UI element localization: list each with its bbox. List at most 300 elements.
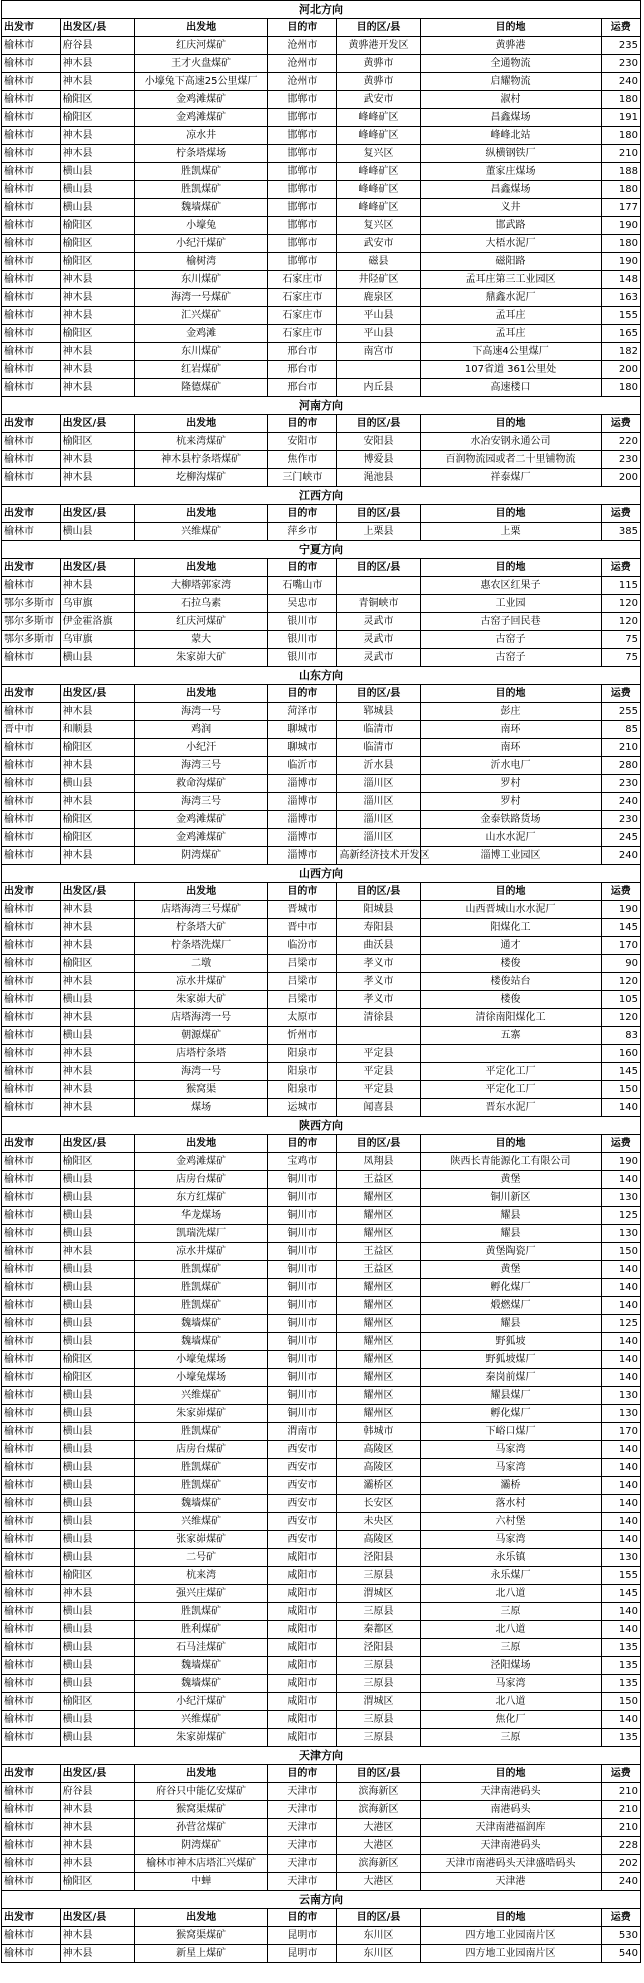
table-row [2, 253, 641, 271]
table-cell: 182 [601, 343, 640, 361]
table-cell: 三原县 [337, 1675, 420, 1693]
table-cell: 鹿泉区 [337, 289, 420, 307]
table-cell: 黄骅港开发区 [337, 37, 420, 55]
table-cell: 伊金霍洛旗 [60, 613, 135, 631]
column-header: 运费 [601, 505, 640, 523]
column-header: 运费 [601, 1765, 640, 1783]
table-cell: 75 [601, 649, 640, 667]
table-cell: 焦作市 [268, 451, 337, 469]
table-cell: 永乐镇 [420, 1549, 601, 1567]
table-cell: 榆林市神木店塔汇兴煤矿 [135, 1855, 268, 1873]
table-cell: 野狐坡 [420, 1333, 601, 1351]
column-header: 目的市 [268, 1765, 337, 1783]
table-cell: 淑村 [420, 91, 601, 109]
table-row [2, 1459, 641, 1477]
column-header-row [2, 559, 641, 577]
table-cell: 渭城区 [337, 1693, 420, 1711]
table-cell: 平定县 [337, 1081, 420, 1099]
table-cell: 天津南港码头 [420, 1837, 601, 1855]
table-cell: 邯郸市 [268, 217, 337, 235]
table-cell: 210 [601, 1801, 640, 1819]
table-cell: 韩城市 [337, 1423, 420, 1441]
table-cell: 130 [601, 1189, 640, 1207]
table-cell: 邯郸市 [268, 109, 337, 127]
table-cell: 淄川区 [337, 793, 420, 811]
table-cell: 三原县 [337, 1729, 420, 1747]
table-cell: 石家庄市 [268, 289, 337, 307]
table-cell: 榆林市 [2, 127, 61, 145]
table-cell: 邯郸市 [268, 181, 337, 199]
table-cell: 惠农区红果子 [420, 577, 601, 595]
table-row [2, 973, 641, 991]
table-row [2, 469, 641, 487]
table-cell: 运城市 [268, 1099, 337, 1117]
table-cell: 鼎鑫水泥厂 [420, 289, 601, 307]
table-cell: 红庆河煤矿 [135, 613, 268, 631]
table-cell: 阴湾煤矿 [135, 847, 268, 865]
table-cell: 海湾一号 [135, 703, 268, 721]
table-cell: 横山县 [60, 199, 135, 217]
table-cell: 楼俊站台 [420, 973, 601, 991]
table-cell: 铜川市 [268, 1297, 337, 1315]
column-header-row [2, 505, 641, 523]
table-cell: 神木县 [60, 307, 135, 325]
table-cell: 神木县 [60, 1837, 135, 1855]
table-cell: 榆林市 [2, 919, 61, 937]
table-cell: 峰峰矿区 [337, 181, 420, 199]
table-cell: 小纪汗煤矿 [135, 235, 268, 253]
table-cell: 石拉乌素 [135, 595, 268, 613]
section-title-row [2, 397, 641, 415]
table-cell: 北八道 [420, 1693, 601, 1711]
column-header: 出发区/县 [60, 1909, 135, 1927]
table-cell: 峰峰矿区 [337, 127, 420, 145]
table-cell: 胜凯煤矿 [135, 1279, 268, 1297]
table-row [2, 1009, 641, 1027]
table-cell: 邯郸市 [268, 145, 337, 163]
table-cell: 榆阳区 [60, 433, 135, 451]
table-cell: 昌鑫煤场 [420, 181, 601, 199]
table-cell: 临清市 [337, 739, 420, 757]
table-cell: 180 [601, 91, 640, 109]
table-cell: 凉水井煤矿 [135, 1243, 268, 1261]
table-cell: 神木县 [60, 937, 135, 955]
table-cell: 耀州区 [337, 1207, 420, 1225]
table-cell: 铜川市 [268, 1171, 337, 1189]
table-row [2, 1729, 641, 1747]
table-cell: 晋城市 [268, 901, 337, 919]
table-cell: 170 [601, 1423, 640, 1441]
table-cell: 魏墙煤矿 [135, 1333, 268, 1351]
table-cell: 金鸡滩煤矿 [135, 829, 268, 847]
table-cell: 榆林市 [2, 1693, 61, 1711]
table-cell: 红岩煤矿 [135, 361, 268, 379]
table-cell: 榆林市 [2, 1495, 61, 1513]
table-cell: 榆林市 [2, 307, 61, 325]
table-cell: 秦岗前煤厂 [420, 1369, 601, 1387]
column-header: 目的地 [420, 883, 601, 901]
table-cell: 150 [601, 1243, 640, 1261]
table-cell: 小壕兔 [135, 217, 268, 235]
column-header: 运费 [601, 685, 640, 703]
table-row [2, 1621, 641, 1639]
table-cell: 上栗县 [337, 523, 420, 541]
table-cell: 140 [601, 1351, 640, 1369]
table-cell: 晋中市 [2, 721, 61, 739]
table-cell: 155 [601, 1567, 640, 1585]
table-cell: 神木县柠条塔煤矿 [135, 451, 268, 469]
table-cell: 大柳塔郭家湾 [135, 577, 268, 595]
table-cell: 工业园 [420, 595, 601, 613]
table-cell: 横山县 [60, 775, 135, 793]
table-cell: 神木县 [60, 973, 135, 991]
table-cell: 天津市 [268, 1873, 337, 1891]
table-cell: 榆阳区 [60, 829, 135, 847]
table-cell: 高陵区 [337, 1531, 420, 1549]
table-cell: 神木县 [60, 793, 135, 811]
table-row [2, 109, 641, 127]
table-cell: 和顺县 [60, 721, 135, 739]
table-cell: 乌审旗 [60, 631, 135, 649]
table-cell: 朱家峁煤矿 [135, 1405, 268, 1423]
section-title-row [2, 487, 641, 505]
table-row [2, 1297, 641, 1315]
column-header: 出发地 [135, 559, 268, 577]
table-row [2, 595, 641, 613]
table-cell: 强兴庄煤矿 [135, 1585, 268, 1603]
table-cell: 120 [601, 1009, 640, 1027]
table-cell: 200 [601, 469, 640, 487]
table-cell: 小壕兔煤场 [135, 1351, 268, 1369]
table-cell: 耀州区 [337, 1387, 420, 1405]
table-cell: 孝义市 [337, 991, 420, 1009]
table-cell: 咸阳市 [268, 1729, 337, 1747]
column-header: 目的市 [268, 1909, 337, 1927]
table-cell: 天津南港福润库 [420, 1819, 601, 1837]
table-cell: 咸阳市 [268, 1675, 337, 1693]
table-cell: 榆林市 [2, 73, 61, 91]
table-cell: 邯郸市 [268, 127, 337, 145]
table-cell: 沧州市 [268, 55, 337, 73]
table-row [2, 1657, 641, 1675]
table-cell: 三原县 [337, 1567, 420, 1585]
table-cell: 榆林市 [2, 1603, 61, 1621]
table-cell: 榆林市 [2, 1783, 61, 1801]
table-cell: 横山县 [60, 1261, 135, 1279]
table-cell: 大港区 [337, 1819, 420, 1837]
table-cell: 平定县 [337, 1045, 420, 1063]
table-row [2, 1855, 641, 1873]
table-cell: 灞桥 [420, 1477, 601, 1495]
table-cell: 楼俊 [420, 991, 601, 1009]
table-cell: 横山县 [60, 1549, 135, 1567]
table-cell: 耀州区 [337, 1315, 420, 1333]
table-cell: 磁县 [337, 253, 420, 271]
table-cell: 小纪汗 [135, 739, 268, 757]
table-cell: 榆林市 [2, 253, 61, 271]
table-row [2, 1261, 641, 1279]
table-cell: 榆林市 [2, 1369, 61, 1387]
table-cell: 金鸡滩 [135, 325, 268, 343]
column-header: 出发市 [2, 1135, 61, 1153]
table-cell: 107省道 361公里处 [420, 361, 601, 379]
table-row [2, 1153, 641, 1171]
table-cell: 孝义市 [337, 955, 420, 973]
table-cell: 胜凯煤矿 [135, 1261, 268, 1279]
table-cell: 清徐南阳煤化工 [420, 1009, 601, 1027]
table-cell: 榆林市 [2, 1189, 61, 1207]
table-cell: 榆林市 [2, 1945, 61, 1963]
table-row [2, 1027, 641, 1045]
table-cell: 神木县 [60, 379, 135, 397]
table-cell: 三原县 [337, 1603, 420, 1621]
table-cell: 榆林市 [2, 1729, 61, 1747]
table-cell: 古窑子 [420, 631, 601, 649]
table-row [2, 1099, 641, 1117]
column-header: 目的区/县 [337, 1135, 420, 1153]
table-row [2, 1063, 641, 1081]
column-header: 出发区/县 [60, 1135, 135, 1153]
table-cell: 横山县 [60, 523, 135, 541]
table-cell: 朱家峁大矿 [135, 991, 268, 1009]
table-cell: 神木县 [60, 1801, 135, 1819]
table-row [2, 919, 641, 937]
table-cell: 煅燃煤厂 [420, 1297, 601, 1315]
table-cell: 高速楼口 [420, 379, 601, 397]
table-cell: 榆林市 [2, 343, 61, 361]
table-cell: 铜川市 [268, 1225, 337, 1243]
table-cell: 榆阳区 [60, 235, 135, 253]
table-row [2, 523, 641, 541]
table-cell: 115 [601, 577, 640, 595]
table-cell: 泾阳县 [337, 1639, 420, 1657]
table-cell: 义井 [420, 199, 601, 217]
table-cell: 秦都区 [337, 1621, 420, 1639]
table-cell: 120 [601, 973, 640, 991]
table-row [2, 1477, 641, 1495]
column-header: 出发区/县 [60, 685, 135, 703]
table-cell: 古窑子回民巷 [420, 613, 601, 631]
table-cell: 榆林市 [2, 1927, 61, 1945]
table-cell: 黄堡 [420, 1171, 601, 1189]
table-cell: 邯郸市 [268, 163, 337, 181]
table-cell: 山水水泥厂 [420, 829, 601, 847]
table-cell: 530 [601, 1927, 640, 1945]
table-row [2, 1639, 641, 1657]
table-cell: 沂水电厂 [420, 757, 601, 775]
table-cell: 焦化厂 [420, 1711, 601, 1729]
table-cell: 横山县 [60, 1171, 135, 1189]
table-cell: 圪柳沟煤矿 [135, 469, 268, 487]
table-cell: 125 [601, 1315, 640, 1333]
column-header: 目的市 [268, 883, 337, 901]
column-header: 运费 [601, 1135, 640, 1153]
table-row [2, 1585, 641, 1603]
table-cell: 救命沟煤矿 [135, 775, 268, 793]
table-cell: 横山县 [60, 1189, 135, 1207]
table-cell: 榆林市 [2, 1387, 61, 1405]
table-cell: 店房台煤矿 [135, 1171, 268, 1189]
table-row [2, 649, 641, 667]
table-cell: 神木县 [60, 1819, 135, 1837]
table-cell: 鄂尔多斯市 [2, 631, 61, 649]
table-cell: 榆林市 [2, 145, 61, 163]
table-cell: 马家湾 [420, 1531, 601, 1549]
table-cell: 高新经济技术开发区 [337, 847, 420, 865]
table-cell: 榆林市 [2, 235, 61, 253]
table-cell: 榆林市 [2, 1513, 61, 1531]
table-cell: 邯郸市 [268, 253, 337, 271]
column-header: 出发区/县 [60, 505, 135, 523]
table-cell: 王益区 [337, 1261, 420, 1279]
table-cell: 青铜峡市 [337, 595, 420, 613]
table-cell: 榆阳区 [60, 217, 135, 235]
table-cell: 滨海新区 [337, 1783, 420, 1801]
column-header: 出发区/县 [60, 19, 135, 37]
table-row [2, 1549, 641, 1567]
table-cell: 沧州市 [268, 37, 337, 55]
table-cell: 孝义市 [337, 973, 420, 991]
table-cell: 横山县 [60, 1531, 135, 1549]
table-cell: 陕西长青能源化工有限公司 [420, 1153, 601, 1171]
column-header: 出发区/县 [60, 1765, 135, 1783]
table-cell: 鄂尔多斯市 [2, 595, 61, 613]
table-cell: 榆林市 [2, 1639, 61, 1657]
table-cell: 210 [601, 739, 640, 757]
table-row [2, 91, 641, 109]
table-cell: 榆林市 [2, 1657, 61, 1675]
table-cell: 耀州区 [337, 1369, 420, 1387]
table-cell: 永乐煤厂 [420, 1567, 601, 1585]
table-cell: 天津市 [268, 1855, 337, 1873]
table-row [2, 1945, 641, 1963]
table-cell: 235 [601, 37, 640, 55]
column-header: 目的地 [420, 1909, 601, 1927]
table-cell: 240 [601, 1873, 640, 1891]
table-cell: 榆林市 [2, 1459, 61, 1477]
table-cell: 黄堡 [420, 1261, 601, 1279]
table-cell: 杭来湾 [135, 1567, 268, 1585]
table-cell: 胜凯煤矿 [135, 1459, 268, 1477]
table-cell: 180 [601, 235, 640, 253]
table-cell: 石嘴山市 [268, 577, 337, 595]
table-cell: 135 [601, 1639, 640, 1657]
table-row [2, 1513, 641, 1531]
column-header-row [2, 1909, 641, 1927]
table-cell: 渭南市 [268, 1423, 337, 1441]
table-cell: 神木县 [60, 145, 135, 163]
table-cell: 140 [601, 1459, 640, 1477]
table-cell: 铜川市 [268, 1405, 337, 1423]
table-cell: 武安市 [337, 235, 420, 253]
table-cell: 神木县 [60, 127, 135, 145]
table-row [2, 199, 641, 217]
table-cell: 胜凯煤矿 [135, 163, 268, 181]
table-cell: 240 [601, 847, 640, 865]
column-header: 运费 [601, 415, 640, 433]
table-cell: 天津市 [268, 1819, 337, 1837]
table-cell: 西安市 [268, 1477, 337, 1495]
table-cell: 榆林市 [2, 1837, 61, 1855]
column-header: 出发市 [2, 559, 61, 577]
table-cell: 吴忠市 [268, 595, 337, 613]
table-cell: 神木县 [60, 1243, 135, 1261]
table-cell: 榆林市 [2, 217, 61, 235]
table-cell: 磁阳路 [420, 253, 601, 271]
table-cell: 店塔海湾一号 [135, 1009, 268, 1027]
column-header: 出发区/县 [60, 415, 135, 433]
table-cell: 平定化工厂 [420, 1063, 601, 1081]
table-row [2, 37, 641, 55]
table-cell: 120 [601, 613, 640, 631]
table-cell: 凉水井煤矿 [135, 973, 268, 991]
table-cell: 140 [601, 1477, 640, 1495]
table-cell: 忻州市 [268, 1027, 337, 1045]
table-cell: 金鸡滩煤矿 [135, 91, 268, 109]
table-cell: 230 [601, 55, 640, 73]
table-cell: 峰峰矿区 [337, 199, 420, 217]
table-cell: 榆林市 [2, 1711, 61, 1729]
table-cell: 临汾市 [268, 937, 337, 955]
table-row [2, 703, 641, 721]
table-cell: 淄博市 [268, 811, 337, 829]
table-cell: 邯郸市 [268, 199, 337, 217]
table-cell: 三原 [420, 1729, 601, 1747]
table-cell: 清徐县 [337, 1009, 420, 1027]
table-row [2, 1333, 641, 1351]
table-cell: 耀县 [420, 1315, 601, 1333]
table-cell: 榆林市 [2, 91, 61, 109]
table-cell: 咸阳市 [268, 1693, 337, 1711]
table-cell: 太原市 [268, 1009, 337, 1027]
table-cell: 曲沃县 [337, 937, 420, 955]
table-cell: 160 [601, 1045, 640, 1063]
table-cell: 耀县 [420, 1207, 601, 1225]
table-cell: 榆林市 [2, 649, 61, 667]
table-cell: 纵横钢铁厂 [420, 145, 601, 163]
table-cell: 闻喜县 [337, 1099, 420, 1117]
table-cell [337, 361, 420, 379]
table-cell: 280 [601, 757, 640, 775]
table-cell: 王才火盘煤矿 [135, 55, 268, 73]
table-cell: 魏墙煤矿 [135, 1675, 268, 1693]
table-cell: 凉水井 [135, 127, 268, 145]
table-cell: 255 [601, 703, 640, 721]
table-row [2, 433, 641, 451]
column-header: 出发市 [2, 685, 61, 703]
table-row [2, 1567, 641, 1585]
table-cell: 北八道 [420, 1621, 601, 1639]
table-cell: 店塔柠条塔 [135, 1045, 268, 1063]
table-cell: 晋中市 [268, 919, 337, 937]
table-cell: 北八道 [420, 1585, 601, 1603]
table-cell: 榆林市 [2, 1045, 61, 1063]
table-row [2, 1441, 641, 1459]
table-cell: 神木县 [60, 361, 135, 379]
table-row [2, 307, 641, 325]
table-cell: 乌审旗 [60, 595, 135, 613]
table-cell: 榆林市 [2, 1531, 61, 1549]
table-row [2, 343, 641, 361]
table-cell: 平定化工厂 [420, 1081, 601, 1099]
table-cell: 凤翔县 [337, 1153, 420, 1171]
table-cell: 四方地工业园南片区 [420, 1927, 601, 1945]
table-cell: 神木县 [60, 757, 135, 775]
table-cell: 水冶安钢永通公司 [420, 433, 601, 451]
table-cell: 榆林市 [2, 1171, 61, 1189]
table-cell: 昆明市 [268, 1927, 337, 1945]
table-cell: 马家湾 [420, 1675, 601, 1693]
